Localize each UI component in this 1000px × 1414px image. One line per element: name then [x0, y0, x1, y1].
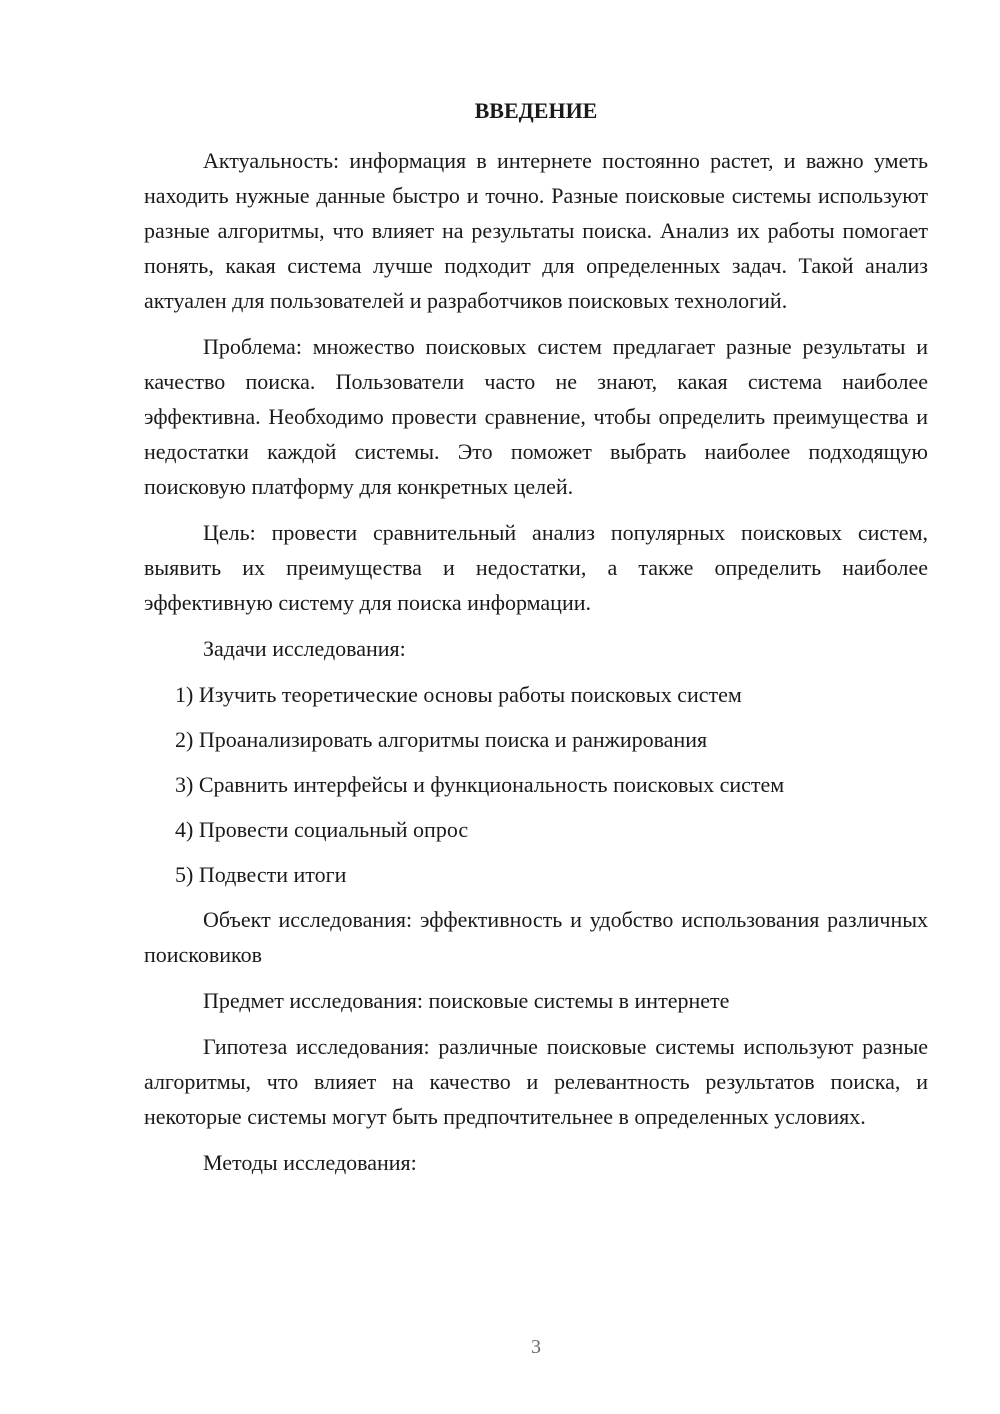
task-item: 4) Провести социальный опрос — [175, 817, 469, 842]
task-item: 5) Подвести итоги — [175, 862, 347, 887]
subject-paragraph: Предмет исследования: поисковые системы в интернете — [203, 988, 730, 1013]
tasks-heading: Задачи исследования: — [203, 636, 406, 661]
task-item: 1) Изучить теоретические основы работы поисковых систем — [175, 682, 742, 707]
document-body — [144, 143, 928, 1191]
task-item: 2) Проанализировать алгоритмы поиска и ранжирования — [175, 727, 708, 752]
tasks-list — [144, 677, 928, 892]
task-item: 3) Сравнить интерфейсы и функциональность поисковых систем — [175, 772, 785, 797]
relevance-paragraph: Актуальность: информация в интернете постоянно растет, и важно уметь находить нужные данные быстро и точно. Разные поисковые системы используют разные алгоритмы, что влияет на результаты поиска. Анализ их работы помогает понять, какая система лучше подходит для определенных задач. Такой анализ актуален для пользователей и разработчиков поисковых технологий. — [144, 148, 928, 313]
page-title: ВВЕДЕНИЕ — [474, 98, 598, 123]
problem-paragraph: Проблема: множество поисковых систем предлагает разные результаты и качество поиска. Пользователи часто не знают, какая система наиболее эффективна. Необходимо провести сравнение, чтобы определить преимущества и недостатки каждой системы. Это поможет выбрать наиболее подходящую поисковую платформу для конкретных целей. — [144, 334, 928, 499]
methods-heading: Методы исследования: — [203, 1150, 417, 1175]
goal-paragraph: Цель: провести сравнительный анализ популярных поисковых систем, выявить их преимущества и недостатки, а также определить наиболее эффективную систему для поиска информации. — [144, 520, 928, 615]
page-number: 3 — [531, 1336, 541, 1358]
object-paragraph: Объект исследования: эффективность и удобство использования различных поисковиков — [144, 907, 928, 967]
hypothesis-paragraph: Гипотеза исследования: различные поисковые системы используют разные алгоритмы, что влияет на качество и релевантность результатов поиска, и некоторые системы могут быть предпочтительнее в определенных условиях. — [144, 1034, 928, 1129]
